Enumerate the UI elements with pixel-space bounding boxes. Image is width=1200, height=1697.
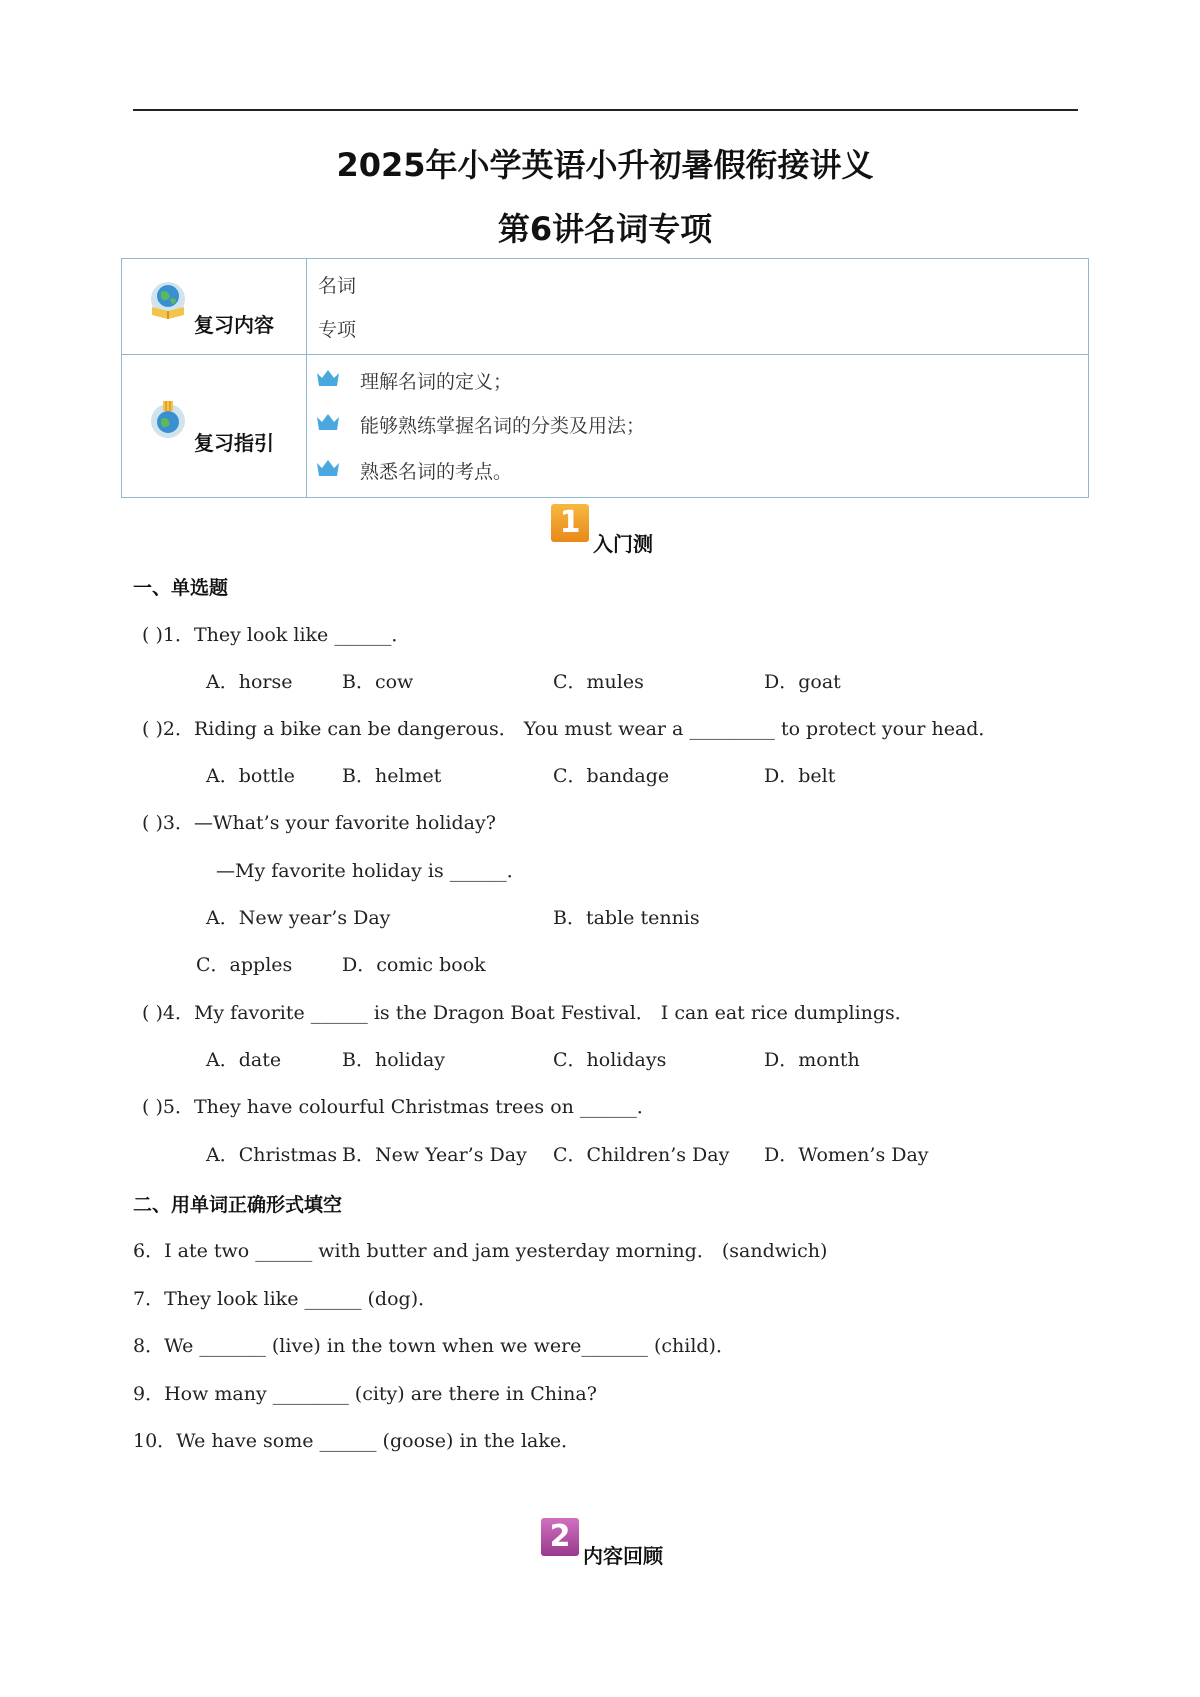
question-5-option-b: B．New Year’s Day xyxy=(342,1144,527,1166)
question-4-option-b: B．holiday xyxy=(342,1049,446,1071)
review-guide-row xyxy=(122,355,1088,497)
review-content-line-2: 专项 xyxy=(318,319,357,341)
review-content-row xyxy=(122,259,1088,355)
crown-bullet-icon xyxy=(316,459,340,477)
review-table xyxy=(121,258,1089,498)
question-3-option-c: C．apples xyxy=(196,954,293,976)
header-rule xyxy=(133,109,1078,111)
fill-item-6: 6．I ate two ______ with butter and jam yesterday morning． (sandwich) xyxy=(133,1240,828,1262)
fill-item-9: 9．How many ________ (city) are there in China? xyxy=(133,1383,597,1405)
globe-book-icon xyxy=(146,279,190,323)
question-1-option-d: D．goat xyxy=(764,671,841,693)
section-2-label: 内容回顾 xyxy=(583,1544,663,1568)
section-1-number: 1 xyxy=(559,505,581,540)
question-3-stem-line-2: —My favorite holiday is ______． xyxy=(216,860,526,882)
question-2-option-a: A．bottle xyxy=(206,765,295,787)
question-4-option-c: C．holidays xyxy=(553,1049,667,1071)
question-5-option-a: A．Christmas xyxy=(206,1144,338,1166)
lecture-subtitle: 第6讲名词专项 xyxy=(497,210,713,248)
guide-item-3: 熟悉名词的考点。 xyxy=(360,461,513,483)
question-2-option-b: B．helmet xyxy=(342,765,442,787)
question-3-option-d: D．comic book xyxy=(342,954,486,976)
part-2-heading: 二、用单词正确形式填空 xyxy=(133,1194,343,1216)
question-1-option-c: C．mules xyxy=(553,671,644,693)
fill-item-7: 7．They look like ______ (dog)． xyxy=(133,1288,438,1310)
review-content-line-1: 名词 xyxy=(318,275,357,297)
question-5-option-d: D．Women’s Day xyxy=(764,1144,929,1166)
section-2-number: 2 xyxy=(549,1519,571,1554)
question-1-option-a: A．horse xyxy=(206,671,293,693)
guide-item-2: 能够熟练掌握名词的分类及用法； xyxy=(360,415,646,437)
part-1-heading: 一、单选题 xyxy=(133,577,229,599)
review-guide-label-cell xyxy=(122,355,307,497)
question-4-option-d: D．month xyxy=(764,1049,860,1071)
review-content-label-cell xyxy=(122,259,307,354)
question-4-stem: ( )4．My favorite ______ is the Dragon Boat Festival． I can eat rice dumplings． xyxy=(142,1002,914,1024)
question-1-option-b: B．cow xyxy=(342,671,414,693)
guide-item-1: 理解名词的定义； xyxy=(360,371,513,393)
document-title: 2025年小学英语小升初暑假衔接讲义 xyxy=(336,146,874,184)
question-2-stem: ( )2．Riding a bike can be dangerous． You must wear a _________ to protect your head． xyxy=(142,718,998,740)
fill-item-8: 8．We _______ (live) in the town when we were_______ (child)． xyxy=(133,1335,735,1357)
fill-item-10: 10．We have some ______ (goose) in the lake． xyxy=(133,1430,581,1452)
review-content-label: 复习内容 xyxy=(194,313,274,337)
question-3-stem: ( )3．—What’s your favorite holiday? xyxy=(142,812,496,834)
question-1-stem: ( )1．They look like ______． xyxy=(142,624,411,646)
question-5-stem: ( )5．They have colourful Christmas trees on ______． xyxy=(142,1096,656,1118)
crown-bullet-icon xyxy=(316,413,340,431)
globe-medal-icon xyxy=(146,397,190,441)
question-5-option-c: C．Children’s Day xyxy=(553,1144,730,1166)
crown-bullet-icon xyxy=(316,369,340,387)
question-3-option-b: B．table tennis xyxy=(553,907,700,929)
review-guide-label: 复习指引 xyxy=(194,431,274,455)
question-2-option-d: D．belt xyxy=(764,765,836,787)
question-2-option-c: C．bandage xyxy=(553,765,670,787)
question-4-option-a: A．date xyxy=(206,1049,282,1071)
section-1-label: 入门测 xyxy=(593,532,653,556)
question-3-option-a: A．New year’s Day xyxy=(206,907,391,929)
